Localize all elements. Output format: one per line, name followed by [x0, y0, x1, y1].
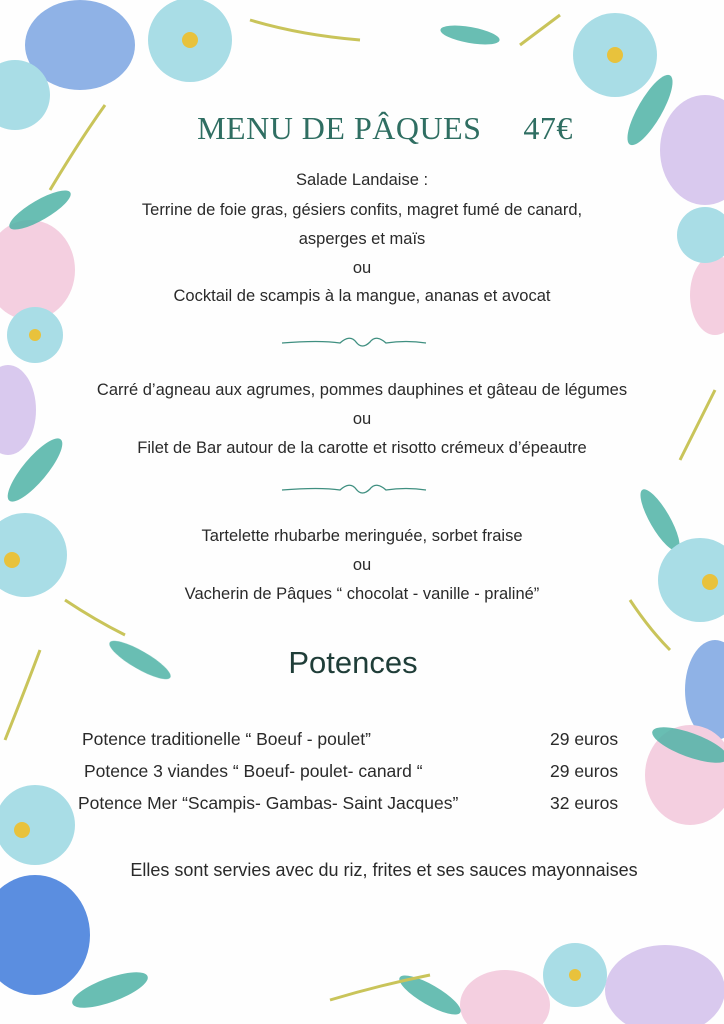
dessert-option: Tartelette rhubarbe meringuée, sorbet fraise	[201, 527, 523, 545]
main-option: Filet de Bar autour de la carotte et risotto crémeux d’épeautre	[137, 439, 587, 457]
starter-option: asperges et maïs	[298, 230, 426, 248]
or-separator: ou	[352, 556, 372, 574]
sprig-icon	[5, 15, 715, 1000]
starter-option: Terrine de foie gras, gésiers confits, magret fumé de canard,	[141, 201, 583, 219]
potences-title: Potences	[288, 645, 418, 680]
or-separator: ou	[352, 259, 372, 277]
starter-option: Cocktail de scampis à la mangue, ananas et avocat	[173, 287, 551, 305]
dessert-option: Vacherin de Pâques “ chocolat - vanille - praliné”	[184, 585, 540, 603]
menu-title	[0, 110, 724, 147]
potence-name: Potence traditionelle “ Boeuf - poulet”	[82, 729, 371, 749]
menu-title-text: MENU DE PÂQUES	[197, 110, 482, 146]
potences-note: Elles sont servies avec du riz, frites et ses sauces mayonnaises	[130, 860, 638, 880]
or-separator: ou	[352, 410, 372, 428]
potence-name: Potence 3 viandes “ Boeuf- poulet- canard “	[84, 761, 423, 781]
potence-price: 32 euros	[550, 793, 619, 813]
starter-heading: Salade Landaise :	[295, 171, 429, 189]
potence-price: 29 euros	[550, 729, 619, 749]
main-option: Carré d’agneau aux agrumes, pommes dauphines et gâteau de légumes	[96, 381, 628, 399]
menu-price: 47€	[523, 110, 573, 146]
potence-price: 29 euros	[550, 761, 619, 781]
potence-name: Potence Mer “Scampis- Gambas- Saint Jacques”	[78, 793, 459, 813]
